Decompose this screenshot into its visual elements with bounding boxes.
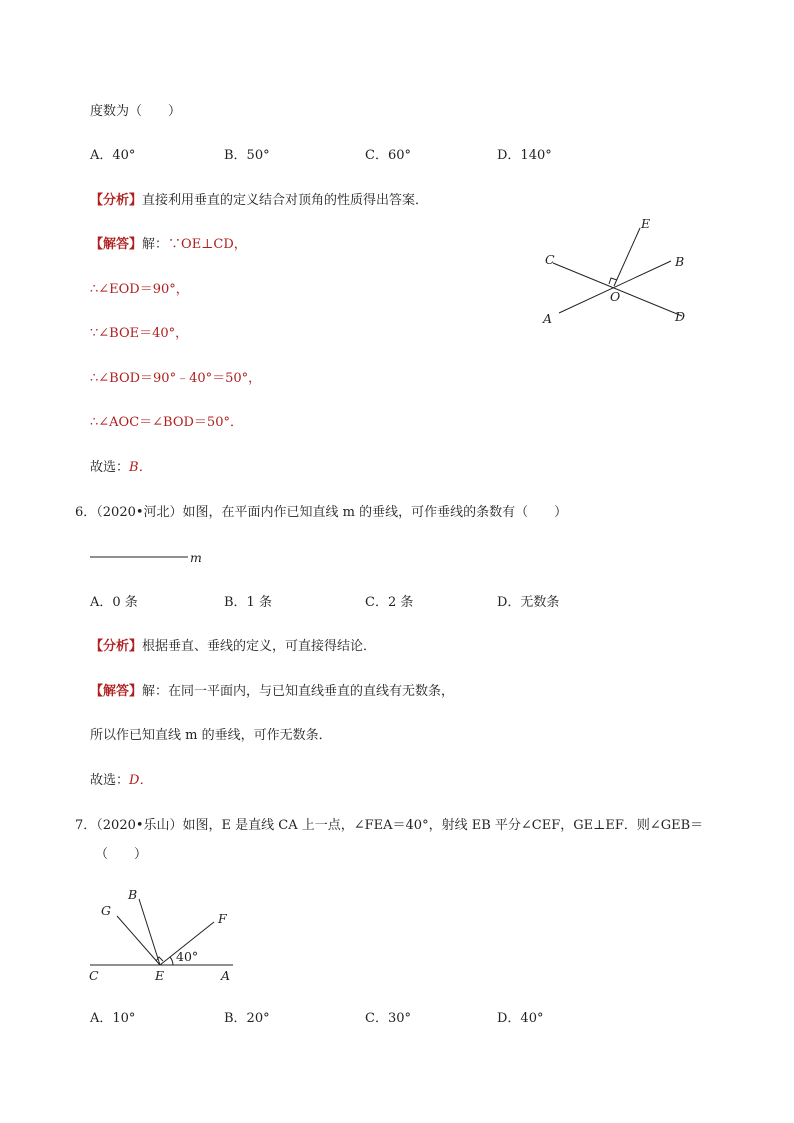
q5-answer-lead: 解： bbox=[142, 237, 169, 252]
label-e: E bbox=[155, 968, 165, 983]
q6-choose-value: D． bbox=[129, 773, 153, 788]
label-m: m bbox=[190, 550, 202, 565]
q5-analysis-tag: 【分析】 bbox=[90, 193, 143, 208]
q5-option-b: B．50° bbox=[224, 148, 270, 163]
label-o: O bbox=[610, 289, 621, 304]
q5-option-a: A．40° bbox=[90, 148, 136, 163]
q6-answer-text: 解：在同一平面内，与已知直线垂直的直线有无数条， bbox=[142, 684, 455, 699]
q6-option-a: A．0 条 bbox=[90, 595, 138, 610]
q6-analysis-text: 根据垂直、垂线的定义，可直接得结论． bbox=[142, 639, 377, 654]
label-c: C bbox=[545, 252, 555, 267]
q5-figure bbox=[535, 210, 705, 330]
q5-step-5: ∴∠AOC＝∠BOD＝50°． bbox=[90, 415, 243, 430]
q5-step-4: ∴∠BOD＝90°﹣40°＝50°， bbox=[90, 371, 262, 386]
q7-option-d: D．40° bbox=[497, 1011, 544, 1026]
q5-stem-tail: 度数为（ ） bbox=[90, 104, 182, 119]
q6-figure bbox=[88, 548, 208, 568]
q6-answer bbox=[90, 683, 454, 701]
q6-choose bbox=[90, 772, 152, 790]
label-f: F bbox=[218, 911, 227, 926]
q7-option-c: C．30° bbox=[365, 1011, 411, 1026]
q5-analysis-text: 直接利用垂直的定义结合对顶角的性质得出答案． bbox=[142, 193, 429, 208]
q7-stem-line2: （ ） bbox=[95, 847, 148, 862]
q5-choose-label: 故选： bbox=[90, 460, 130, 475]
q6-choose-label: 故选： bbox=[90, 773, 130, 788]
q6-analysis bbox=[90, 638, 376, 656]
label-a: A bbox=[543, 311, 553, 326]
q6-option-c: C．2 条 bbox=[365, 595, 414, 610]
label-e: E bbox=[641, 216, 651, 231]
label-b: B bbox=[128, 887, 138, 902]
q5-step-3: ∵∠BOE＝40°， bbox=[90, 326, 189, 341]
q5-option-c: C．60° bbox=[365, 148, 411, 163]
label-b: B bbox=[675, 254, 685, 269]
q5-choose-value: B． bbox=[129, 460, 152, 475]
q7-stem-line1: 7．（2020•乐山）如图，E 是直线 CA 上一点，∠FEA＝40°，射线 EB 平分∠CEF，GE⊥EF．则∠GEB＝ bbox=[75, 818, 704, 833]
q5-choose bbox=[90, 459, 152, 477]
label-g: G bbox=[101, 903, 111, 918]
label-c: C bbox=[89, 968, 99, 983]
q6-stem: 6．（2020•河北）如图，在平面内作已知直线 m 的垂线，可作垂线的条数有（ ） bbox=[75, 505, 568, 520]
right-angle-mark bbox=[156, 957, 163, 961]
q6-option-b: B．1 条 bbox=[224, 595, 272, 610]
q7-option-b: B．20° bbox=[224, 1011, 270, 1026]
label-a: A bbox=[221, 968, 231, 983]
ray-eb bbox=[139, 899, 160, 965]
q5-answer-tag: 【解答】 bbox=[90, 237, 143, 252]
q6-answer-line2: 所以作已知直线 m 的垂线，可作无数条． bbox=[90, 728, 332, 743]
q7-option-a: A．10° bbox=[90, 1011, 136, 1026]
label-d: D bbox=[675, 309, 686, 324]
q7-figure bbox=[85, 882, 245, 987]
q6-analysis-tag: 【分析】 bbox=[90, 639, 143, 654]
angle-label: 40° bbox=[176, 949, 199, 964]
q6-answer-tag: 【解答】 bbox=[90, 684, 143, 699]
line-ab bbox=[559, 261, 671, 313]
ray-eg bbox=[117, 916, 160, 965]
q5-step-2: ∴∠EOD＝90°， bbox=[90, 282, 189, 297]
angle-arc bbox=[170, 957, 173, 965]
q5-analysis bbox=[90, 192, 428, 210]
q5-answer bbox=[90, 236, 247, 254]
q5-step-1: ∵OE⊥CD， bbox=[168, 237, 247, 252]
q6-option-d: D．无数条 bbox=[497, 595, 560, 610]
q5-option-d: D．140° bbox=[497, 148, 552, 163]
